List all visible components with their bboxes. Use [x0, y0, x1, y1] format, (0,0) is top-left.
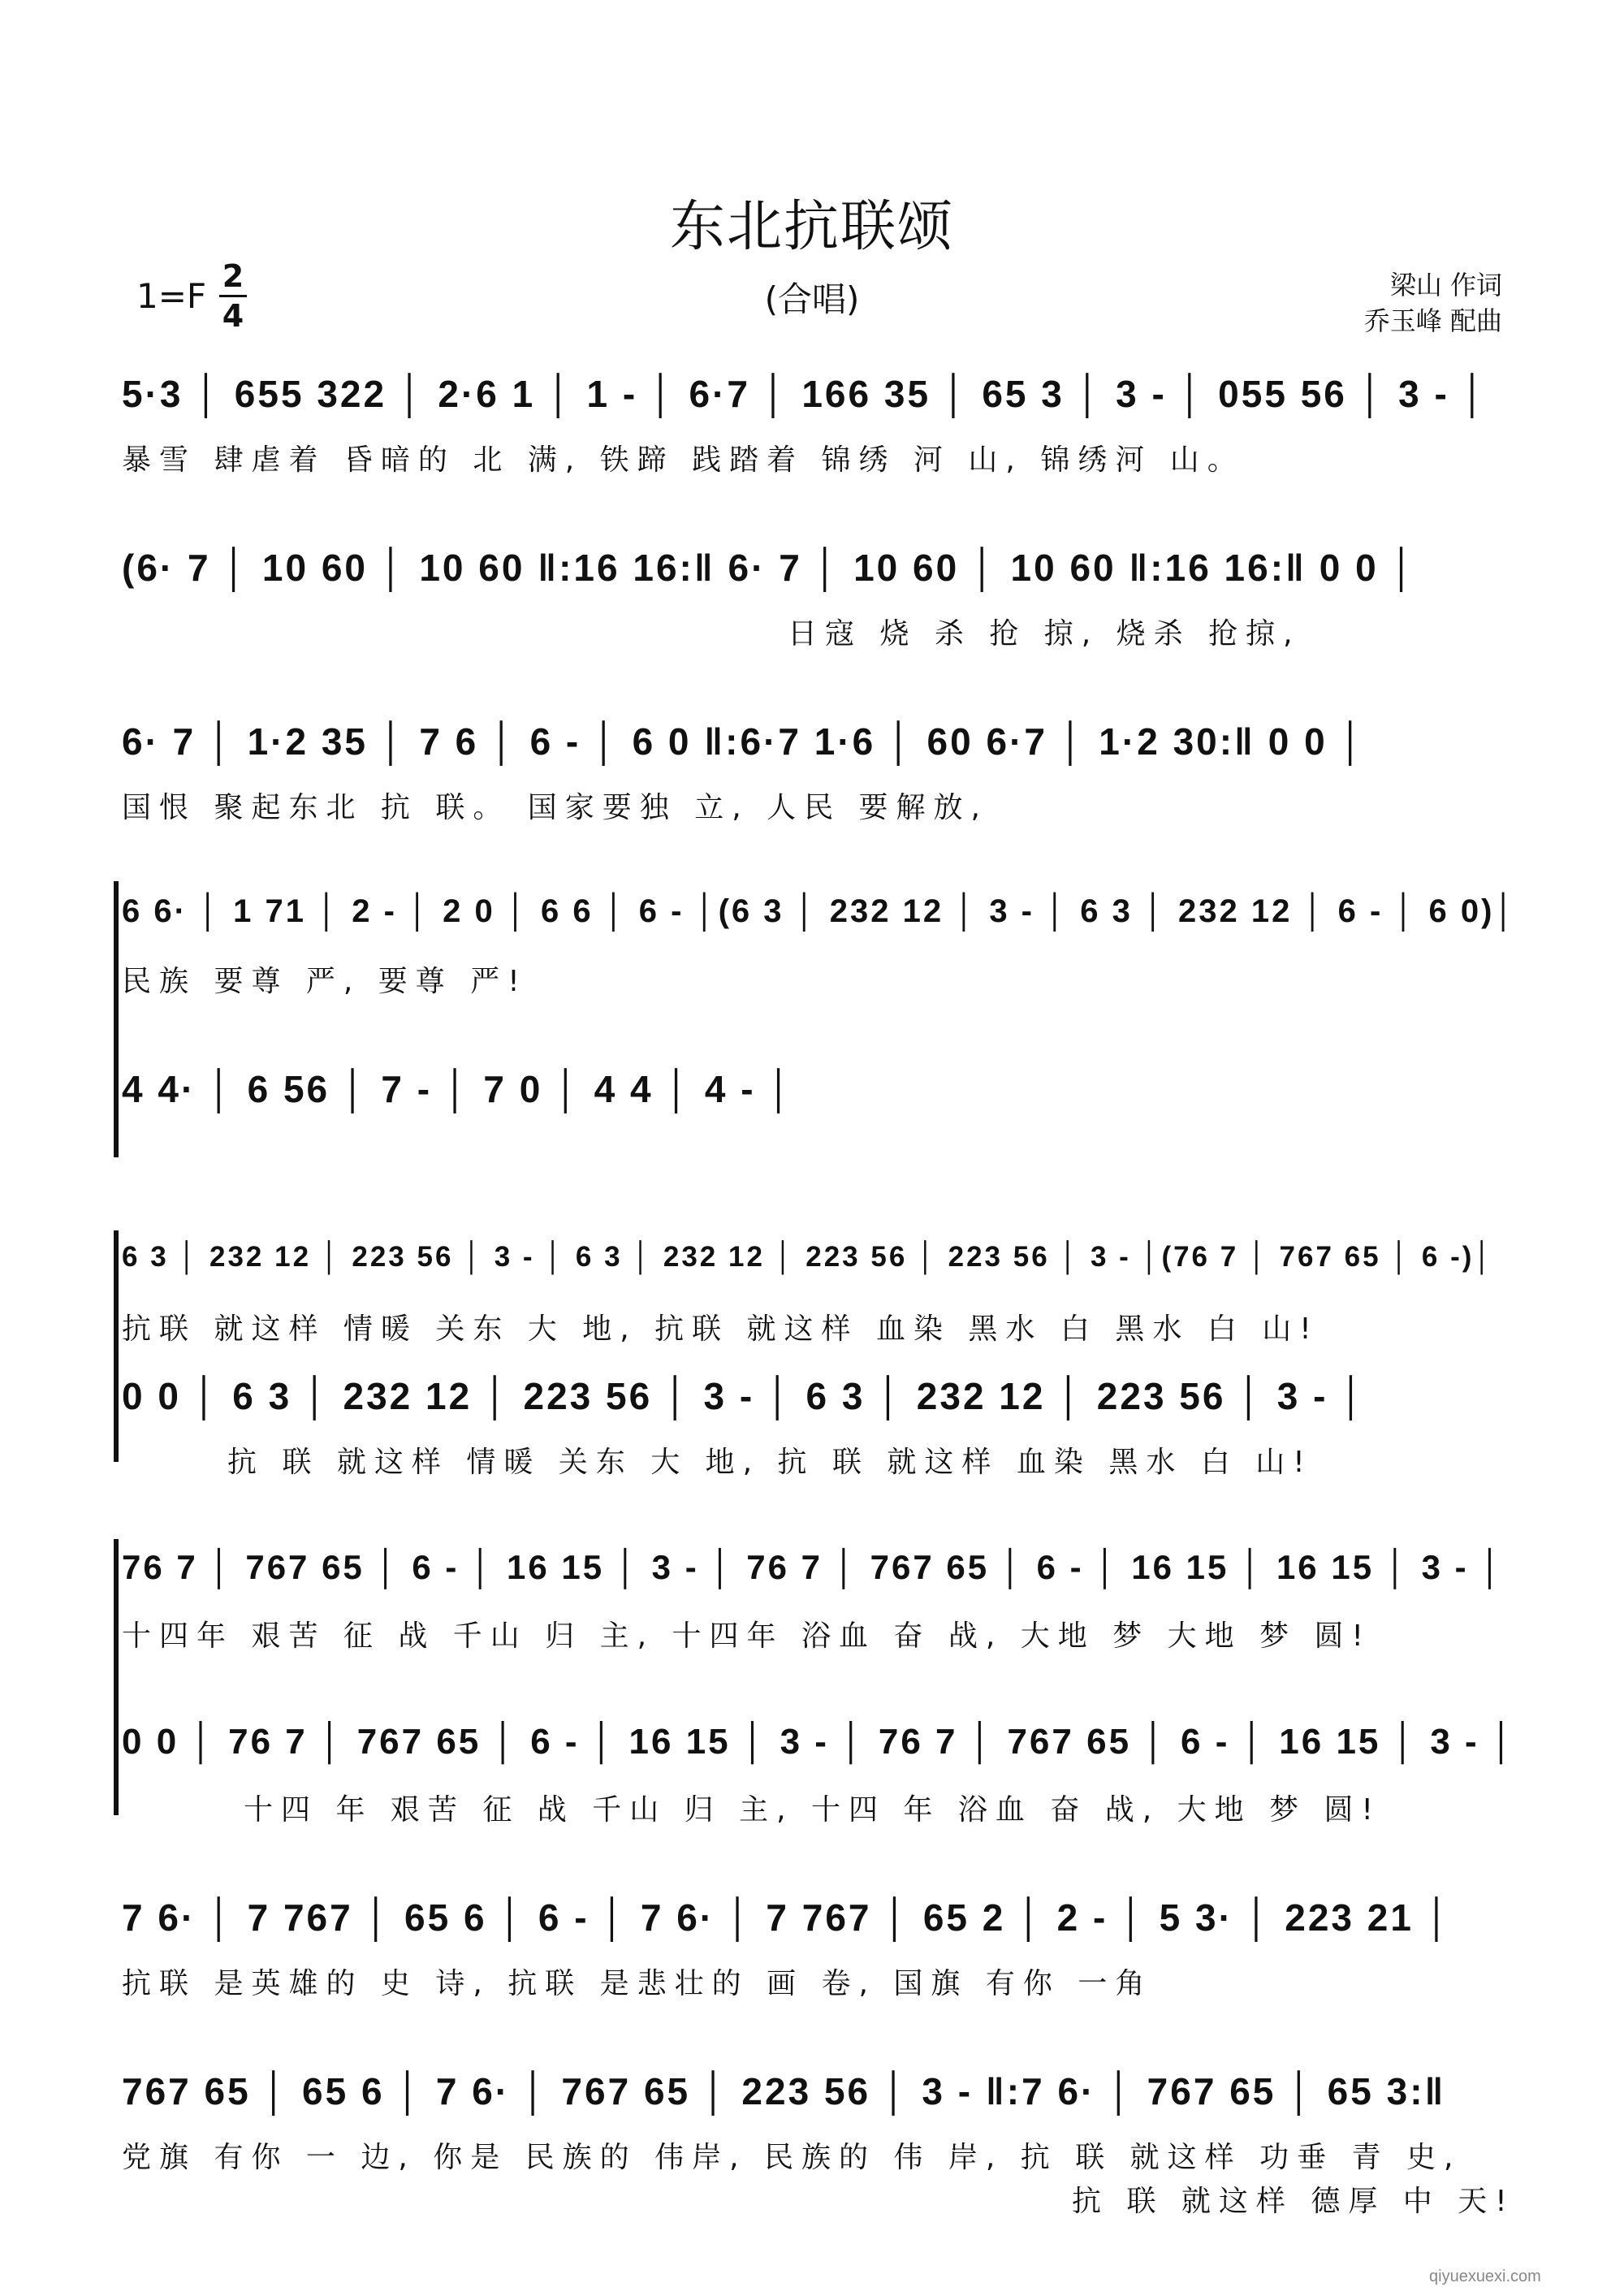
- lyric-line: 民族 要尊 严, 要尊 严!: [122, 965, 528, 998]
- arranger-credit: 乔玉峰 配曲: [1363, 305, 1502, 336]
- lyric-line: 党旗 有你 一 边, 你是 民族的 伟岸, 民族的 伟 岸, 抗 联 就这样 功垂 青 史,: [122, 2141, 1462, 2174]
- lyric-line: 抗联 是英雄的 史 诗, 抗联 是悲壮的 画 卷, 国旗 有你 一角: [122, 1967, 1153, 2000]
- lyric-line: 十四 年 艰苦 征 战 千山 归 主, 十四 年 浴血 奋 战, 大地 梦 圆!: [244, 1793, 1381, 1827]
- subtitle: (合唱): [764, 279, 860, 319]
- page-title: 东北抗联颂: [669, 195, 954, 259]
- lyric-line: 抗 联 就这样 情暖 关东 大 地, 抗 联 就这样 血染 黑水 白 山!: [227, 1446, 1313, 1479]
- time-signature-top: 2: [222, 258, 244, 294]
- notation-line: 76 7 │ 767 65 │ 6 - │ 16 15 │ 3 - │ 76 7 │ 767 65 │ 6 - │ 16 15 │ 16 15 │ 3 - │: [122, 1548, 1505, 1586]
- notation-line: 6· 7 │ 1·2 35 │ 7 6 │ 6 - │ 6 0 ‖:6·7 1·6 │ 60 6·7 │ 1·2 30:‖ 0 0 │: [122, 720, 1367, 763]
- lyric-line: 日寇 烧 杀 抢 掠, 烧杀 抢掠,: [788, 617, 1301, 651]
- notation-line: 7 6· │ 7 767 │ 65 6 │ 6 - │ 7 6· │ 7 767 │ 65 2 │ 2 - │ 5 3· │ 223 21 │: [122, 1896, 1453, 1939]
- lyric-line: 国恨 聚起东北 抗 联。 国家要独 立, 人民 要解放,: [122, 791, 988, 824]
- key-signature: 1=F: [136, 276, 207, 316]
- notation-line: 0 0 │ 6 3 │ 232 12 │ 223 56 │ 3 - │ 6 3 │ 232 12 │ 223 56 │ 3 - │: [122, 1375, 1367, 1417]
- notation-line: (6· 7 │ 10 60 │ 10 60 ‖:16 16:‖ 6· 7 │ 10 60 │ 10 60 ‖:16 16:‖ 0 0 │: [122, 547, 1418, 589]
- lyric-line: 暴雪 肆虐着 昏暗的 北 满, 铁蹄 践踏着 锦绣 河 山, 锦绣河 山。: [122, 443, 1245, 477]
- lyric-line: 抗联 就这样 情暖 关东 大 地, 抗联 就这样 血染 黑水 白 黑水 白 山!: [122, 1312, 1320, 1346]
- notation-line: 4 4· │ 6 56 │ 7 - │ 7 0 │ 4 4 │ 4 - │: [122, 1068, 795, 1110]
- lyric-line-verse-2: 抗 联 就这样 德厚 中 天!: [1072, 2185, 1515, 2218]
- time-signature-bottom: 4: [222, 298, 244, 334]
- lyricist-credit: 梁山 作词: [1389, 270, 1502, 301]
- watermark: qiyuexuexi.com: [1429, 2268, 1541, 2285]
- notation-line: 767 65 │ 65 6 │ 7 6· │ 767 65 │ 223 56 │ 3 - ‖:7 6· │ 767 65 │ 65 3:‖: [122, 2070, 1446, 2112]
- notation-line: 6 3 │ 232 12 │ 223 56 │ 3 - │ 6 3 │ 232 12 │ 223 56 │ 223 56 │ 3 - │(76 7 │ 767 65 │ 6 -)│: [122, 1241, 1495, 1273]
- lyric-line: 十四年 艰苦 征 战 千山 归 主, 十四年 浴血 奋 战, 大地 梦 大地 梦 圆!: [122, 1619, 1371, 1653]
- notation-line: 5·3 │ 655 322 │ 2·6 1 │ 1 - │ 6·7 │ 166 35 │ 65 3 │ 3 - │ 055 56 │ 3 - │: [122, 373, 1488, 415]
- notation-line: 0 0 │ 76 7 │ 767 65 │ 6 - │ 16 15 │ 3 - │ 76 7 │ 767 65 │ 6 - │ 16 15 │ 3 - │: [122, 1722, 1517, 1762]
- notation-line: 6 6· │ 1 71 │ 2 - │ 2 0 │ 6 6 │ 6 - │(6 3 │ 232 12 │ 3 - │ 6 3 │ 232 12 │ 6 - │ 6 0)│: [122, 893, 1518, 929]
